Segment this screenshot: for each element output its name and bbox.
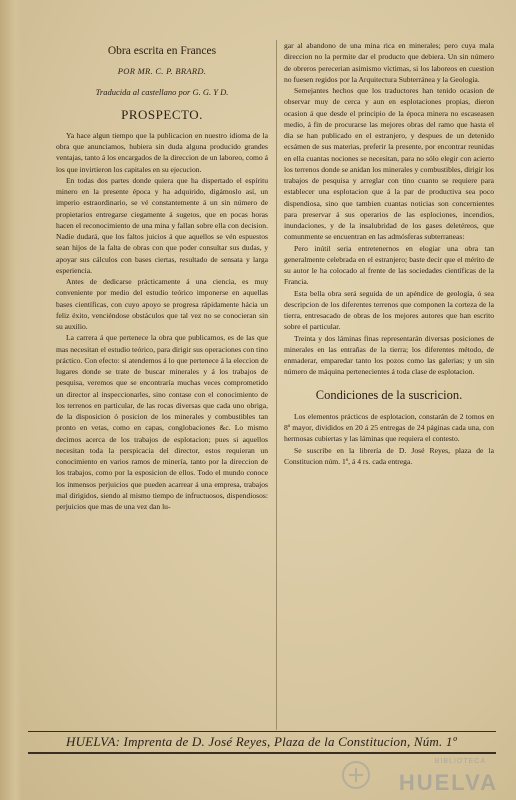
column-divider bbox=[276, 40, 277, 730]
right-column bbox=[284, 40, 494, 467]
paragraph-theory: Antes de dedicarse prácticamente á una ciencia, es muy conveniente por medio del estudio teórico imponerse en aquellas bases científicas, con cuyo apoyo se progresa rápidamente hácia un feliz éxito, venciéndose obstáculos que tal vez no se conocieran sin su auxilio. bbox=[56, 277, 268, 331]
conditions-heading: Condiciones de la suscricion. bbox=[315, 387, 463, 402]
paragraph-plates: Treinta y dos láminas finas representarán diversas posiciones de minerales en las entrañas de la tierra; los diferentes método, de enmaderar, emparedar tanto los pozos como las galerias; y un sin número de máquina pertenecientes á toda clase de esplotacion. bbox=[284, 333, 494, 377]
watermark-label: BIBLIOTECA bbox=[434, 758, 486, 765]
printer-imprint: HUELVA: Imprenta de D. José Reyes, Plaza de la Constitucion, Núm. 1º bbox=[66, 734, 457, 749]
paragraph-intro: Ya hace algun tiempo que la publicacion en nuestro idioma de la obra que anunciamos, hubiera sin duda alguna producido grandes ventajas, tanto á los encargados de la direccion de un laboreo, como á los que invirtieron los capitales en su ejecucion. bbox=[56, 130, 268, 174]
condition-subscription: Se suscribe en la librería de D. José Reyes, plaza de la Constitucion núm. 1º, á 4 rs. cada entrega. bbox=[284, 445, 494, 466]
author-line: POR MR. C. P. BRARD. bbox=[117, 66, 207, 76]
work-title: Obra escrita en Frances bbox=[107, 45, 217, 57]
paragraph-appendix: Esta bella obra será seguida de un apéndice de geología, ó sea descripcion de los diferentes terrenos que componen la corteza de la tierra, entresacado de obras de los mejores autores que han escrito sobre el particular. bbox=[284, 288, 494, 332]
paragraph-mining-spirit: En todas dos partes donde quiera que ha dispertado el espíritu minero en la presente época y ha adquirido, digámoslo así, un imperio estraordinario, se vé constantemente á un sin número de propietarios entregarse ciegamente á sugetos, que en pocas horas hacen el reconocimiento de una mina y fallan sobre ella con decision. Nadie dudará, que los faltos juicios á que aquellos se vén espuestos sean hijos de la falta de obras con que poder consultar sus dudas, y apoyar sus cálculos con bases ciertas, resultado de sensata y larga esperiencia. bbox=[56, 175, 268, 275]
prospectus-heading: PROSPECTO. bbox=[121, 106, 203, 122]
paragraph-career: La carrera á que pertenece la obra que publicamos, es de las que mas necesitan el estudio teórico, para dirigir sus operaciones con tino práctico. Con efecto: si atendemos á lo que pertenece á la eleccion de lugares donde se trate de buscar minerales y á los trabajos de pesquisa, veremos que se encontraría muchas veces comprometido un director al inspeccionarles, sino contase con el conocimiento de los terrenos en particular, de las rocas diversas que cada uno obriga, de la disposicion ó posicion de los minerales y combustibles tan pronto en vetas, como en capas, conglobaciones &c. Lo mismo decimos acerca de los trabajos de esplotacion; pues si aquellos necesitan toda la perspicacia del director, estos requieran un conocimiento en varios ramos de minería, tanto por la direccion de los trabajos, como por la esposicion de ellos. Todo el mundo conoce los inmensos perjuicios que pueden acarrear á una empresa, trabajos mal dirigidos, siendo al mismo tiempo de infructuosos, dispendiosos: perjuicios que mas de una vez dan lu- bbox=[56, 333, 268, 511]
translation-line: Traducida al castellano por G. G. Y D. bbox=[95, 87, 229, 98]
paragraph-translators: Semejantes hechos que los traductores han tenido ocasion de observar muy de cerca y aun en esplotaciones propias, dieron ocasion á que desde el principio de la época minera no escaseasen medio, á fin de procurarse las mejores obras del ramo que hasta el dia se han publicado en el estranjero, y despues de un detenido ecsámen de sus materias, preferir la presente, por encontrar reunidas en ella cuantas nociones se necesitan, para no sólo elegir con acierto los terrenos donde se anidan los minerales y combustibles, dirigir los trabajos de pesquisa y arreglar con tino cuanto se requiere para establecer una esplotacion que á la par de productiva sea poco dispendiosa, sino que tambien cuantas noticias son concernientes para preservar á sus operarios de las esplociones, incendios, inundaciones, y de la insalubridad de los gases deletéreos, que comunmente se encuentran en las admósferas subterraneas: bbox=[284, 86, 494, 242]
condition-volumes: Los elementos prácticos de esplotacion, constarán de 2 tomos en 8º mayor, divididos en 20 á 25 entregas de 24 páginas cada una, con hermosas cubiertas y las láminas que requiera el contesto. bbox=[284, 411, 494, 444]
paragraph-praise: Pero inútil seria entretenernos en elogiar una obra tan generalmente celebrada en el estranjero; baste decir que el mérito de su autor le ha colocado al frente de las sociedades científicas de la Francia. bbox=[284, 243, 494, 287]
watermark-text: HUELVA bbox=[398, 770, 498, 795]
footer-rule-top bbox=[28, 731, 496, 732]
page-edge-shadow bbox=[0, 0, 22, 800]
left-column bbox=[56, 40, 268, 512]
paragraph-continuation: gar al abandono de una mina rica en minerales; pero cuya mala direccion no la permite dar el producto que debiera. Un sin número de obreros perecerian asimismo víctimas, si los laboreos en cuestion no fuesen regidos por la Arquitectura Subterránea y la Geología. bbox=[284, 41, 494, 84]
